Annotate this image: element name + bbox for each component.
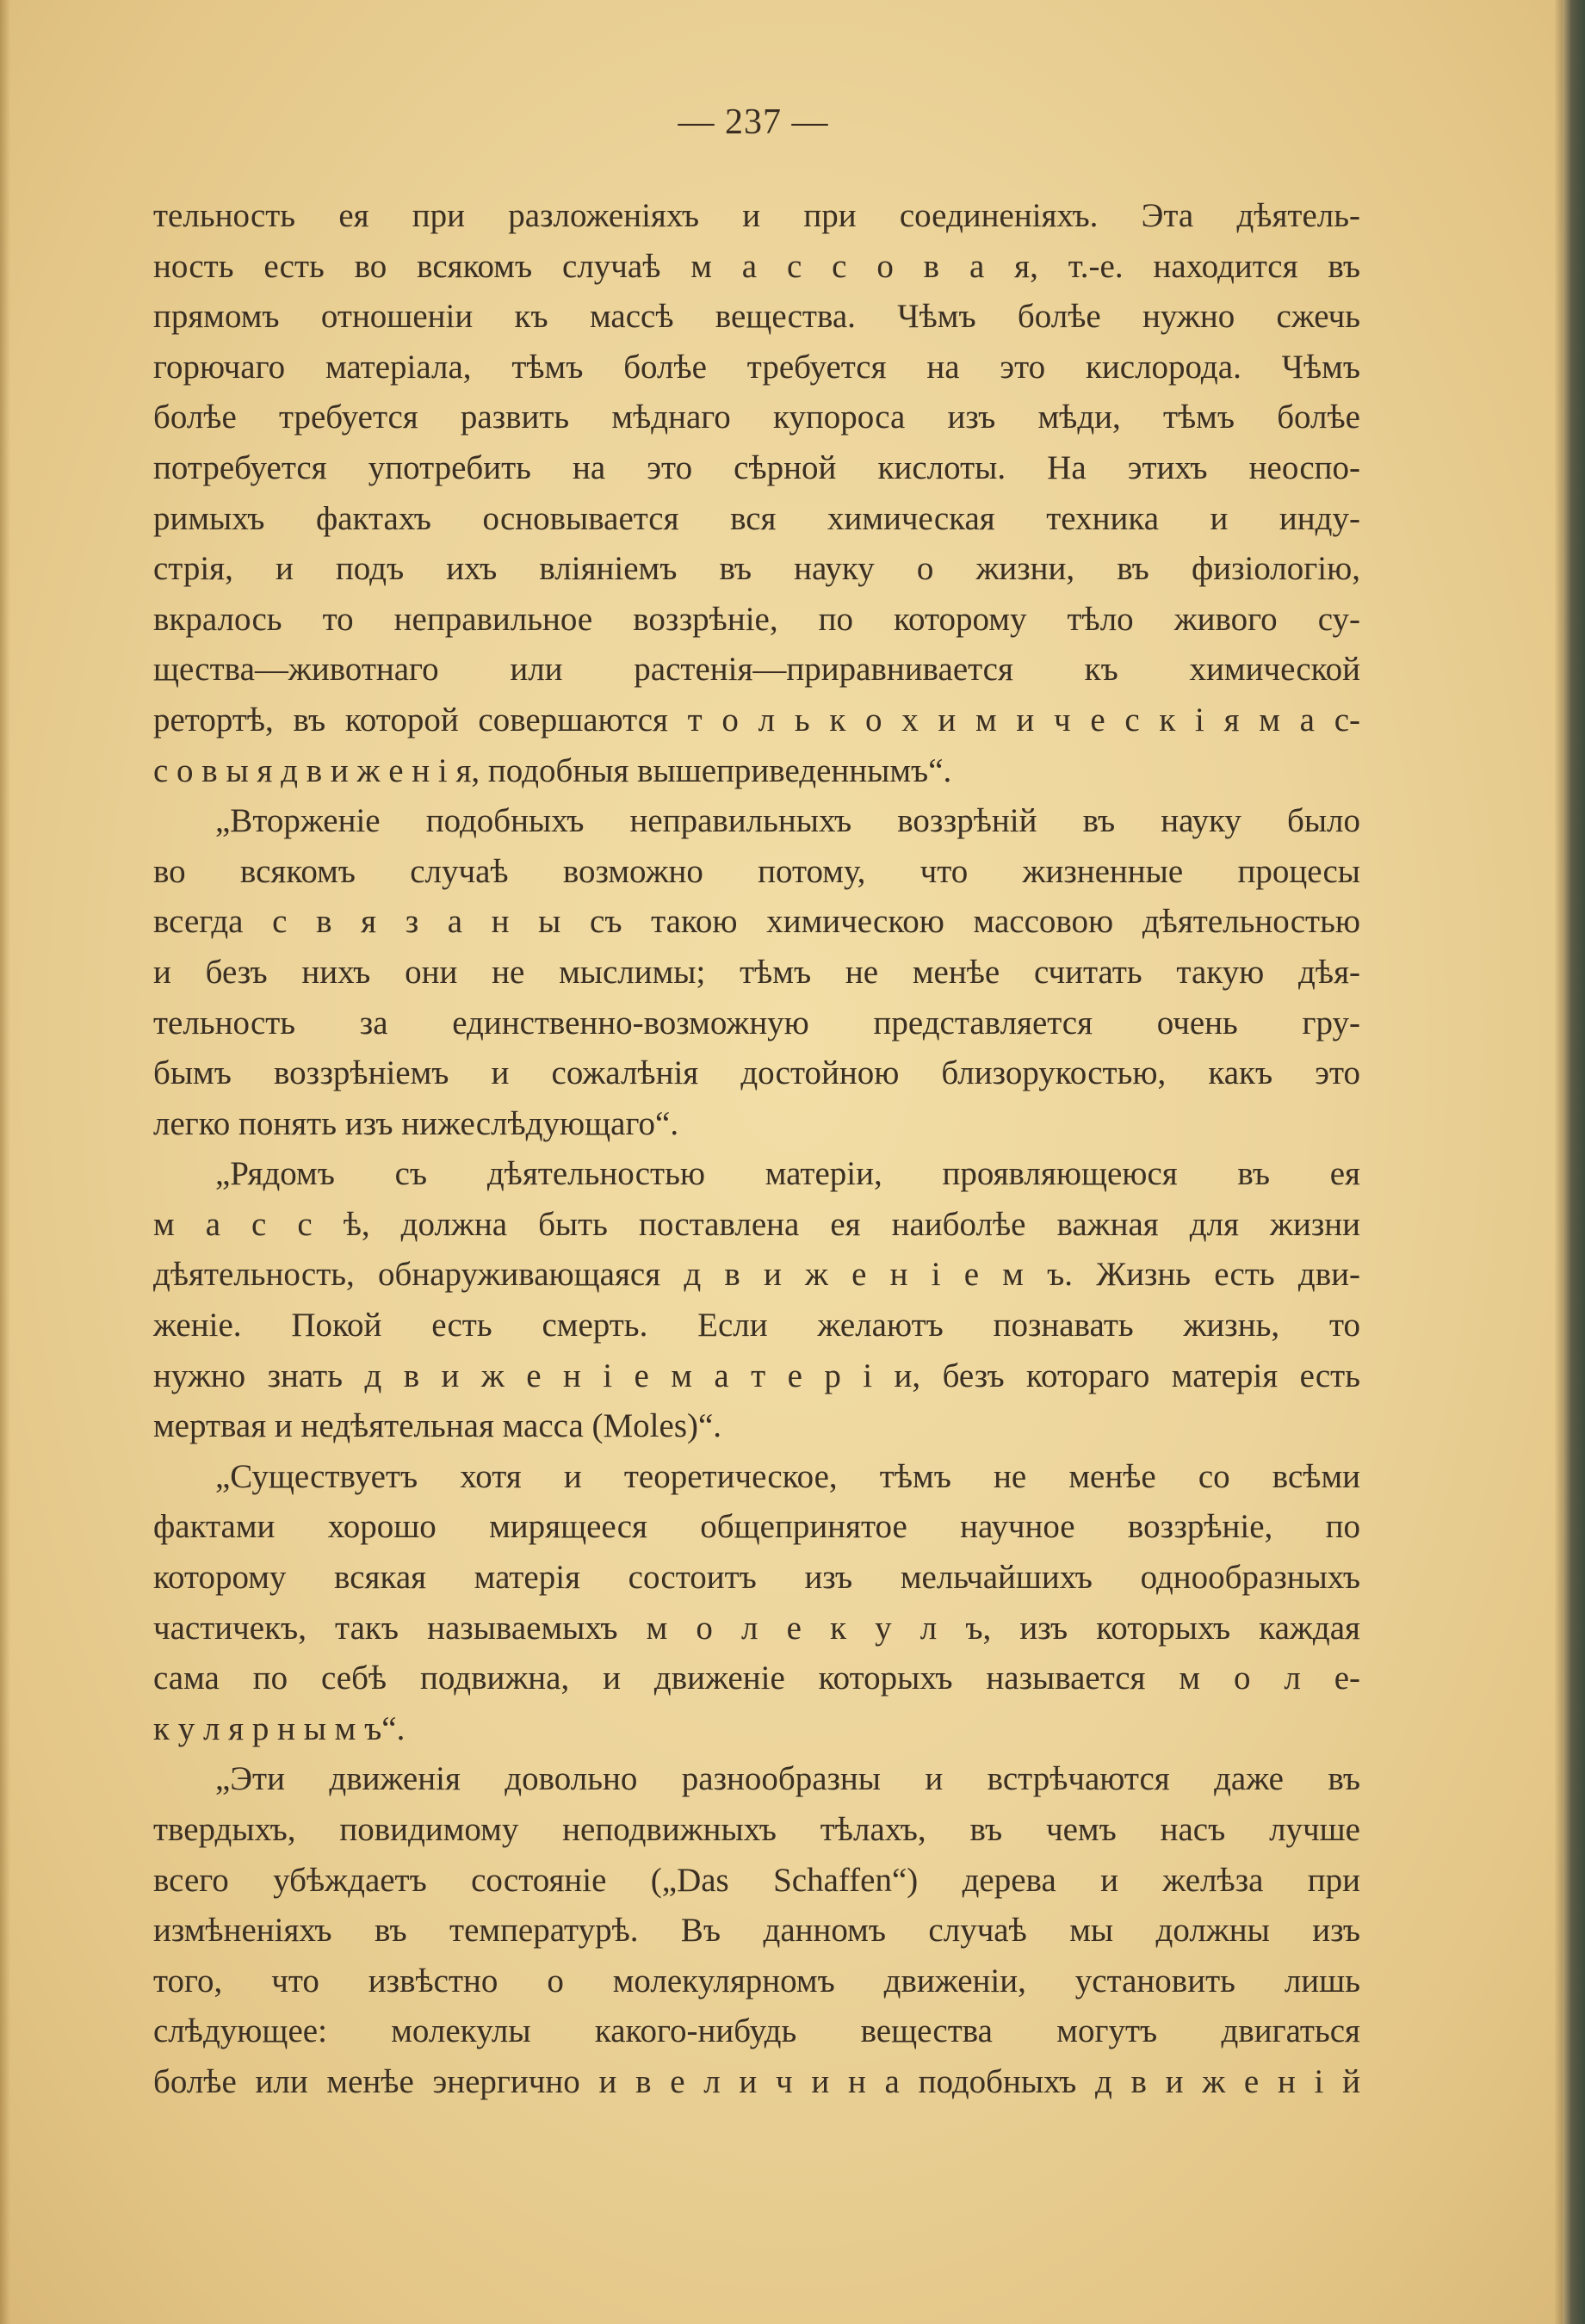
text-line: слѣдующее: молекулы какого-нибудь вещества могутъ двигаться — [153, 2012, 1360, 2050]
text-line: болѣе требуется развить мѣднаго купороса изъ мѣди, тѣмъ болѣе — [153, 399, 1360, 436]
paragraph-start-line: „Эти движенія довольно разнообразны и встрѣчаются даже въ — [215, 1760, 1360, 1798]
text-line: горючаго матеріала, тѣмъ болѣе требуется на это кислорода. Чѣмъ — [153, 348, 1360, 386]
text-line: болѣе или менѣе энергично и в е л и ч и н а подобныхъ д в и ж е н і й — [153, 2062, 1360, 2100]
text-line: вкралось то неправильное воззрѣніе, по которому тѣло живого су- — [153, 600, 1360, 638]
text-line: сама по себѣ подвижна, и движеніе которыхъ называется м о л е- — [153, 1660, 1360, 1697]
text-line: стрія, и подъ ихъ вліяніемъ въ науку о жизни, въ физіологію, — [153, 550, 1360, 588]
text-line: и безъ нихъ они не мыслимы; тѣмъ не менѣе считать такую дѣя- — [153, 953, 1360, 991]
text-line: римыхъ фактахъ основывается вся химическая техника и инду- — [153, 499, 1360, 537]
text-line: фактами хорошо мирящееся общепринятое научное воззрѣніе, по — [153, 1508, 1360, 1546]
text-line: тельность ея при разложеніяхъ и при соединеніяхъ. Эта дѣятель- — [153, 197, 1360, 234]
text-line: измѣненіяхъ въ температурѣ. Въ данномъ случаѣ мы должны изъ — [153, 1912, 1360, 1950]
text-line: щества—животнаго или растенія—приравнивается къ химической — [153, 651, 1360, 689]
text-line: которому всякая матерія состоитъ изъ мельчайшихъ однообразныхъ — [153, 1559, 1360, 1597]
text-line: всего убѣждаетъ состояніе („Das Schaffen“) дерева и желѣза при — [153, 1861, 1360, 1899]
body-text — [153, 191, 1360, 2108]
paragraph-end-line: с о в ы я д в и ж е н і я, подобныя вышеприведеннымъ“. — [153, 751, 952, 789]
paragraph-end-line: мертвая и недѣятельная масса (Moles)“. — [153, 1407, 722, 1445]
binding-shadow — [1554, 0, 1563, 2324]
text-line: прямомъ отношеніи къ массѣ вещества. Чѣмъ болѣе нужно сжечь — [153, 298, 1360, 336]
paragraph-start-line: „Рядомъ съ дѣятельностью матеріи, проявляющеюся въ ея — [215, 1155, 1360, 1193]
text-line: того, что извѣстно о молекулярномъ движеніи, установить лишь — [153, 1962, 1360, 2000]
text-line: ретортѣ, въ которой совершаются т о л ь к о х и м и ч е с к і я м а с- — [153, 701, 1360, 739]
text-line: твердыхъ, повидимому неподвижныхъ тѣлахъ, въ чемъ насъ лучше — [153, 1811, 1360, 1848]
text-line: дѣятельность, обнаруживающаяся д в и ж е н і е м ъ. Жизнь есть дви- — [153, 1256, 1360, 1294]
text-line: частичекъ, такъ называемыхъ м о л е к у л ъ, изъ которыхъ каждая — [153, 1609, 1360, 1647]
book-spine-edge — [1563, 0, 1585, 2324]
page-left-edge-shadow — [0, 0, 10, 2324]
paragraph-end-line: к у л я р н ы м ъ“. — [153, 1709, 406, 1747]
paragraph-end-line: легко понять изъ нижеслѣдующаго“. — [153, 1104, 679, 1142]
text-line: всегда с в я з а н ы съ такою химическою массовою дѣятельностью — [153, 903, 1360, 941]
text-line: тельность за единственно-возможную представляется очень гру- — [153, 1004, 1360, 1041]
text-line: женіе. Покой есть смерть. Если желаютъ познавать жизнь, то — [153, 1307, 1360, 1344]
text-line: во всякомъ случаѣ возможно потому, что жизненные процесы — [153, 852, 1360, 890]
text-line: ность есть во всякомъ случаѣ м а с с о в а я, т.-е. находится въ — [153, 247, 1360, 285]
page-number: — 237 — — [678, 102, 829, 142]
paragraph-start-line: „Существуетъ хотя и теоретическое, тѣмъ не менѣе со всѣми — [215, 1457, 1360, 1495]
text-line: м а с с ѣ, должна быть поставлена ея наиболѣе важная для жизни — [153, 1205, 1360, 1243]
paragraph-start-line: „Вторженіе подобныхъ неправильныхъ воззрѣній въ науку было — [215, 802, 1360, 840]
text-line: нужно знать д в и ж е н і е м а т е р і и, безъ котораго матерія есть — [153, 1357, 1360, 1394]
text-line: бымъ воззрѣніемъ и сожалѣнія достойною близорукостью, какъ это — [153, 1054, 1360, 1092]
text-line: потребуется употребить на это сѣрной кислоты. На этихъ неоспо- — [153, 448, 1360, 486]
